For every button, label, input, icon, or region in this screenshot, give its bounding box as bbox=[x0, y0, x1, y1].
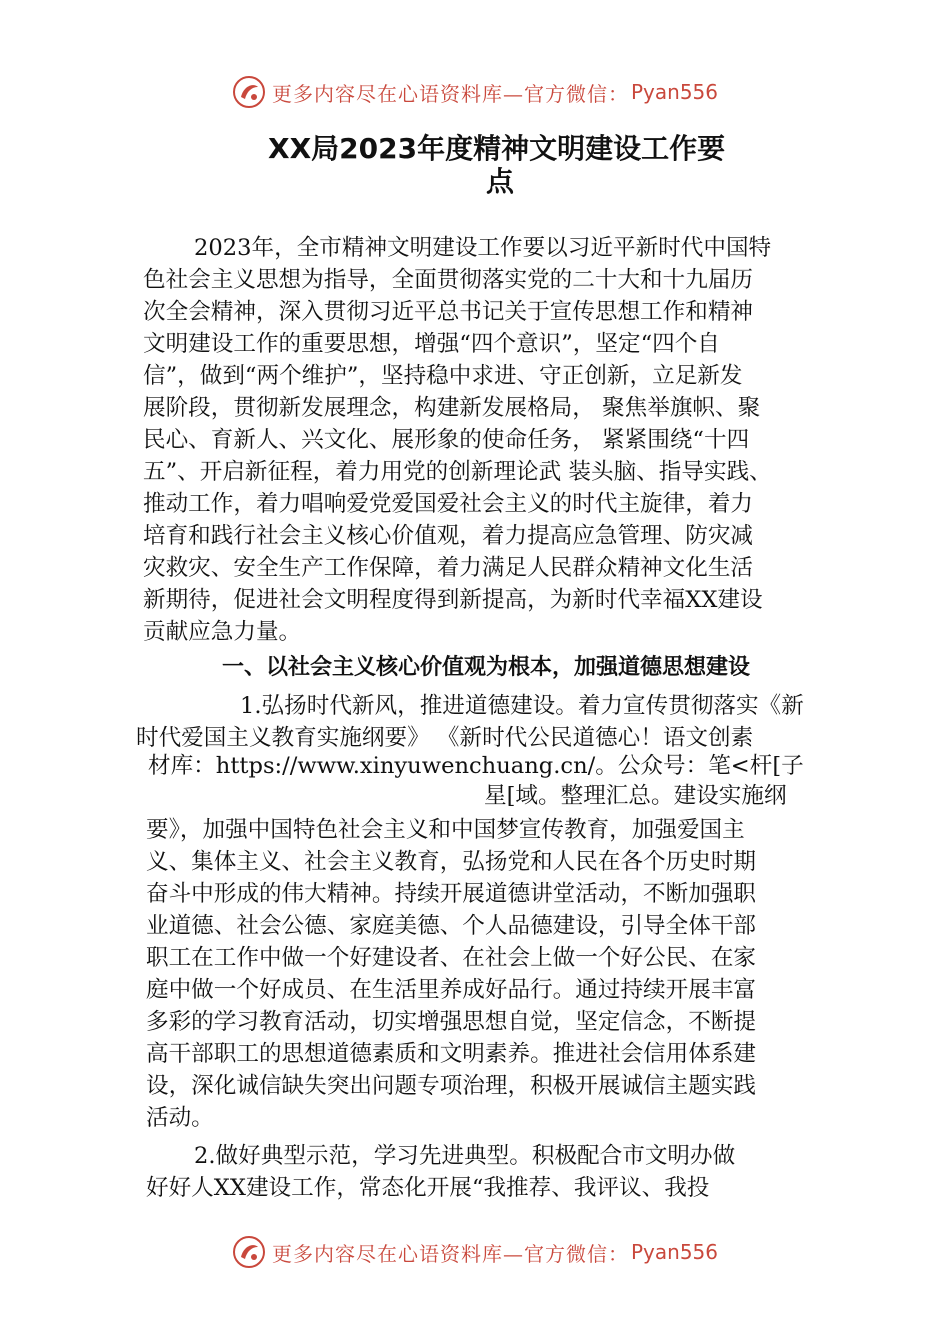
document-title bbox=[240, 132, 740, 198]
text-line: 材库：https://www.xinyuwenchuang.cn/。公众号：笔<杆[子 bbox=[148, 753, 804, 779]
text-line: 2023年，全市精神文明建设工作要以习近平新时代中国特 bbox=[194, 235, 772, 261]
text-line: 信”，做到“两个维护”，坚持稳中求进、守正创新，立足新发 bbox=[143, 363, 743, 389]
text-line: 推动工作，着力唱响爱党爱国爱社会主义的时代主旋律，着力 bbox=[143, 491, 754, 517]
text-line: 设，深化诚信缺失突出问题专项治理，积极开展诚信主题实践 bbox=[146, 1073, 757, 1099]
text-line: 灾救灾、安全生产工作保障，着力满足人民群众精神文化生活 bbox=[143, 555, 754, 581]
text-line: 2.做好典型示范，学习先进典型。积极配合市文明办做 bbox=[194, 1143, 736, 1169]
text-line: 多彩的学习教育活动，切实增强思想自觉，坚定信念，不断提 bbox=[146, 1009, 757, 1035]
text-line: 五”、开启新征程，着力用党的创新理论武 装头脑、指导实践、 bbox=[143, 459, 772, 485]
header-banner bbox=[0, 72, 950, 112]
text-line: 民心、育新人、兴文化、展形象的使命任务， 紧紧围绕“十四 bbox=[143, 427, 750, 453]
text-line: 文明建设工作的重要思想，增强“四个意识”，坚定“四个自 bbox=[143, 331, 720, 357]
banner-brand-text: 更多内容尽在心语资料库—官方微信： bbox=[271, 81, 629, 106]
text-line: 1.弘扬时代新风，推进道德建设。着力宣传贯彻落实《新 bbox=[240, 693, 804, 719]
text-line: 奋斗中形成的伟大精神。持续开展道德讲堂活动，不断加强职 bbox=[146, 881, 757, 907]
text-line: 要》，加强中国特色社会主义和中国梦宣传教育，加强爱国主 bbox=[146, 817, 745, 843]
brand-logo-icon bbox=[232, 75, 266, 109]
text-line: 好好人XX建设工作，常态化开展“我推荐、我评议、我投 bbox=[146, 1175, 710, 1201]
banner-wechat-id: Pyan556 bbox=[630, 80, 718, 104]
text-line: 庭中做一个好成员、在生活里养成好品行。通过持续开展丰富 bbox=[146, 977, 757, 1003]
title-line-1: XX局2023年度精神文明建设工作要 bbox=[268, 132, 726, 165]
text-line: 义、集体主义、社会主义教育，弘扬党和人民在各个历史时期 bbox=[146, 849, 757, 875]
text-line: 贡献应急力量。 bbox=[143, 619, 302, 645]
text-line: 职工在工作中做一个好建设者、在社会上做一个好公民、在家 bbox=[146, 945, 757, 971]
text-line: 时代爱国主义教育实施纲要》 《新时代公民道德心！语文创素 bbox=[136, 725, 754, 751]
text-line: 新期待，促进社会文明程度得到新提高，为新时代幸福XX建设 bbox=[143, 587, 763, 613]
text-line: 次全会精神，深入贯彻习近平总书记关于宣传思想工作和精神 bbox=[143, 299, 754, 325]
brand-logo-icon bbox=[232, 1235, 266, 1269]
text-line: 高干部职工的思想道德素质和文明素养。推进社会信用体系建 bbox=[146, 1041, 757, 1067]
banner-wechat-id: Pyan556 bbox=[630, 1240, 718, 1264]
text-line: 展阶段，贯彻新发展理念，构建新发展格局， 聚焦举旗帜、聚 bbox=[143, 395, 761, 421]
section-1-heading: 一、以社会主义核心价值观为根本，加强道德思想建设 bbox=[222, 655, 751, 680]
text-line: 星[域。整理汇总。建设实施纲 bbox=[484, 783, 787, 809]
text-line: 活动。 bbox=[146, 1105, 214, 1131]
text-line: 业道德、社会公德、家庭美德、个人品德建设，引导全体干部 bbox=[146, 913, 757, 939]
title-line-2: 点 bbox=[486, 165, 515, 198]
text-line: 色社会主义思想为指导，全面贯彻落实党的二十大和十九届历 bbox=[143, 267, 754, 293]
footer-banner bbox=[0, 1232, 950, 1272]
text-line: 培育和践行社会主义核心价值观，着力提高应急管理、防灾减 bbox=[143, 523, 754, 549]
banner-brand-text: 更多内容尽在心语资料库—官方微信： bbox=[271, 1241, 629, 1266]
